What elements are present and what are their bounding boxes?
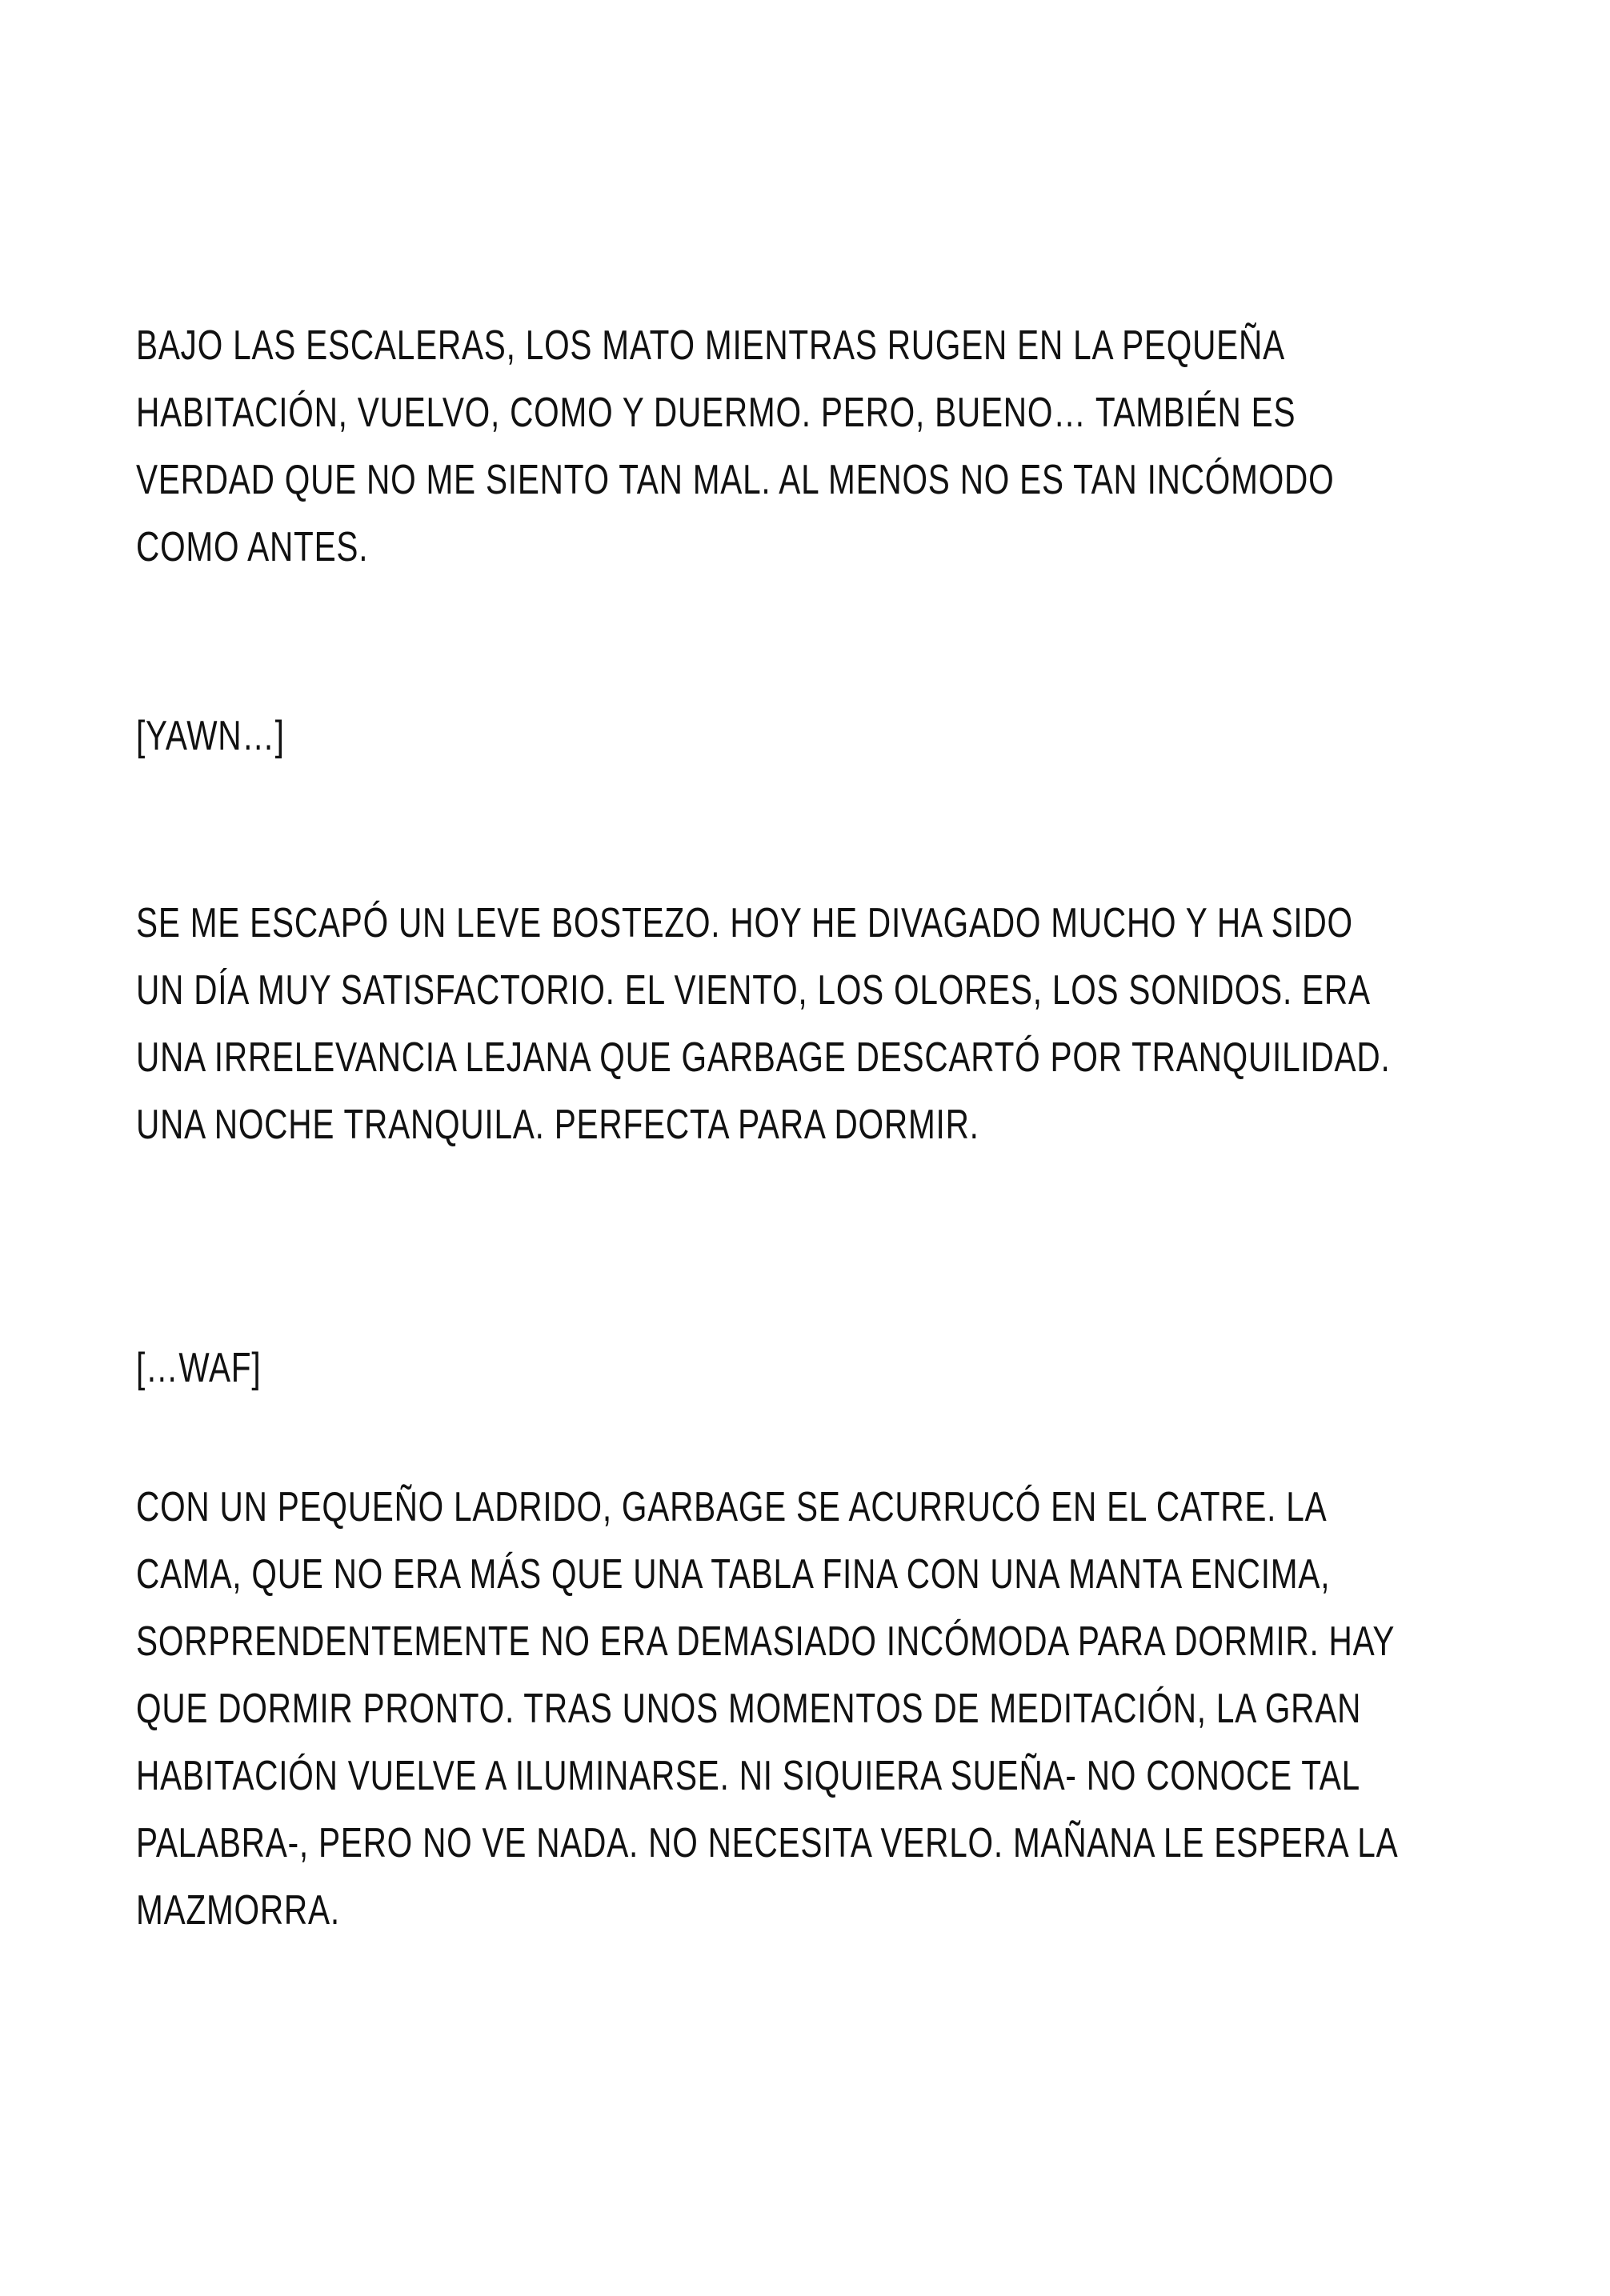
paragraph-1-line-1: BAJO LAS ESCALERAS, LOS MATO MIENTRAS RUGEN EN LA PEQUEÑA (136, 322, 1285, 369)
paragraph-5-line-7: MAZMORRA. (136, 1887, 340, 1934)
paragraph-3-line-4: UNA NOCHE TRANQUILA. PERFECTA PARA DORMIR. (136, 1102, 979, 1148)
paragraph-3-line-1: SE ME ESCAPÓ UN LEVE BOSTEZO. HOY HE DIVAGADO MUCHO Y HA SIDO (136, 900, 1353, 946)
paragraph-5-line-4: QUE DORMIR PRONTO. TRAS UNOS MOMENTOS DE MEDITACIÓN, LA GRAN (136, 1686, 1362, 1732)
paragraph-3-line-2: UN DÍA MUY SATISFACTORIO. EL VIENTO, LOS OLORES, LOS SONIDOS. ERA (136, 967, 1371, 1014)
paragraph-5-line-2: CAMA, QUE NO ERA MÁS QUE UNA TABLA FINA CON UNA MANTA ENCIMA, (136, 1551, 1331, 1598)
paragraph-5-line-5: HABITACIÓN VUELVE A ILUMINARSE. NI SIQUIERA SUEÑA- NO CONOCE TAL (136, 1753, 1360, 1799)
paragraph-1-line-2: HABITACIÓN, VUELVO, COMO Y DUERMO. PERO, BUENO… TAMBIÉN ES (136, 390, 1296, 436)
paragraph-5-line-6: PALABRA-, PERO NO VE NADA. NO NECESITA VERLO. MAÑANA LE ESPERA LA (136, 1820, 1399, 1866)
paragraph-1-line-4: COMO ANTES. (136, 524, 369, 570)
paragraph-2-line-1: [YAWN…] (136, 713, 285, 759)
paragraph-4-line-1: […WAF] (136, 1345, 262, 1391)
paragraph-1-line-3: VERDAD QUE NO ME SIENTO TAN MAL. AL MENOS NO ES TAN INCÓMODO (136, 457, 1335, 503)
paragraph-3-line-3: UNA IRRELEVANCIA LEJANA QUE GARBAGE DESCARTÓ POR TRANQUILIDAD. (136, 1034, 1391, 1081)
paragraph-5-line-3: SORPRENDENTEMENTE NO ERA DEMASIADO INCÓMODA PARA DORMIR. HAY (136, 1618, 1396, 1665)
paragraph-5-line-1: CON UN PEQUEÑO LADRIDO, GARBAGE SE ACURRUCÓ EN EL CATRE. LA (136, 1484, 1328, 1530)
